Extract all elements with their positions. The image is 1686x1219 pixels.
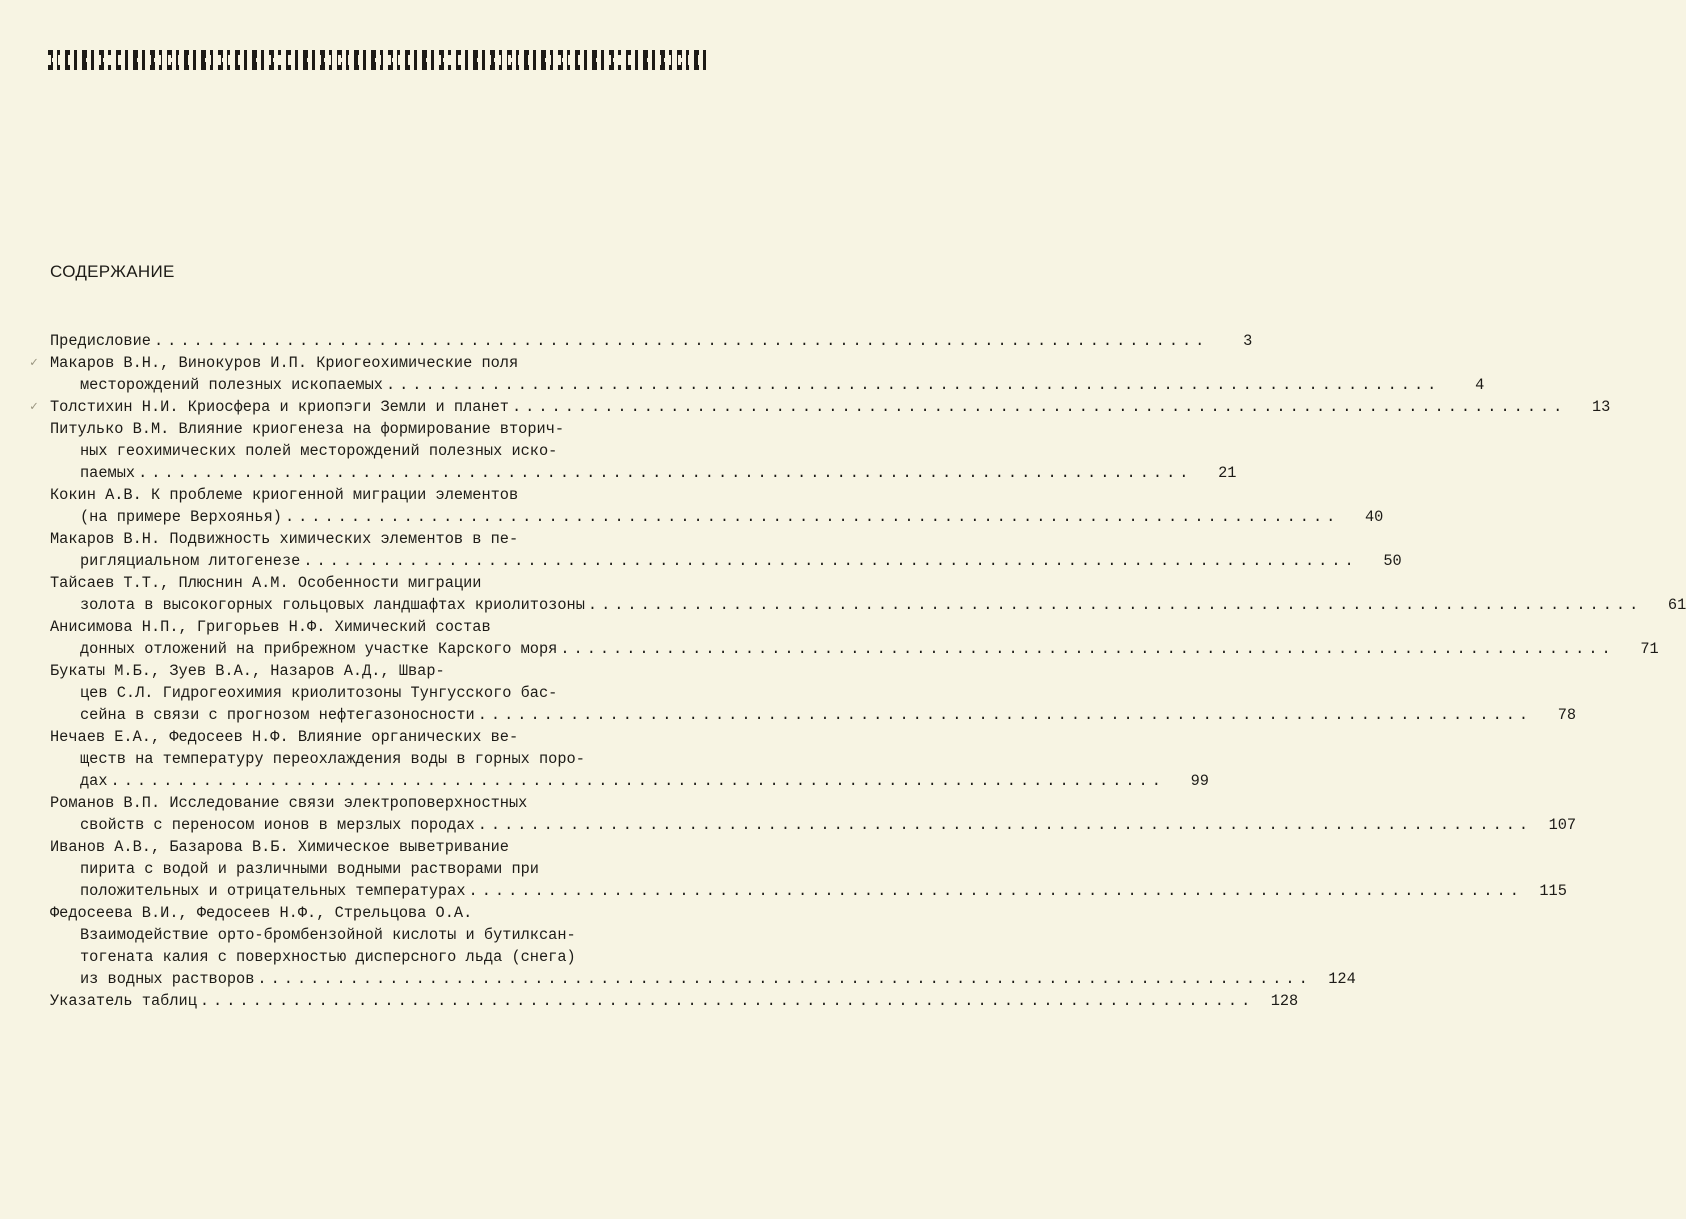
toc-entry [44,616,1659,660]
toc-entry-text: донных отложений на прибрежном участке Карского моря [80,640,558,658]
toc-entry-text: свойств с переносом ионов в мерзлых породах [80,816,475,834]
dot-leader: ................................................................................ [199,992,1255,1010]
toc-entry-line: Питулько В.М. Влияние криогенеза на формирование вторич- [50,420,565,438]
toc-page-number: 115 [1539,882,1567,900]
toc-entry [44,792,1577,836]
toc-entry-last-line [44,880,1567,902]
pencil-checkmark: ✓ [30,355,38,370]
toc-entry-last-line [44,506,1384,528]
toc-entry [44,528,1402,572]
dot-leader: ................................................................................ [138,464,1193,482]
toc-entry-last-line [44,462,1237,484]
toc-entry-line: Романов В.П. Исследование связи электроповерхностных [50,794,528,812]
toc-entry [44,660,1577,726]
toc-entry-text: положительных и отрицательных температурах [80,882,466,900]
toc-entry [44,990,1299,1012]
toc-entry-text: дах [80,772,108,790]
toc-entry-line: ных геохимических полей месторождений полезных иско- [80,442,558,460]
table-of-contents [30,330,1686,1012]
toc-entry-text: из водных растворов [80,970,255,988]
dot-leader: ................................................................................ [284,508,1340,526]
toc-entry-text: паемых [80,464,136,482]
toc-page-number: 4 [1475,376,1485,394]
toc-entry-line: Тайсаев Т.Т., Плюснин А.М. Особенности миграции [50,574,482,592]
toc-entry-line: Макаров В.Н. Подвижность химических элементов в пе- [50,530,519,548]
toc-entry-text: золота в высокогорных гольцовых ландшафтах криолитозоны [80,596,585,614]
toc-entry [30,396,1611,418]
toc-entry-line: Федосеева В.И., Федосеев Н.Ф., Стрельцова О.А. [50,904,473,922]
dot-leader: ................................................................................ [468,882,1523,900]
toc-entry-last-line [44,968,1356,990]
toc-entry-line: пирита с водой и различными водными растворами при [80,860,539,878]
dot-leader: ................................................................................ [153,332,1209,350]
pencil-checkmark: ✓ [30,399,38,414]
toc-entry-last-line [44,704,1577,726]
toc-entry-last-line [44,550,1402,572]
toc-page-number: 107 [1548,816,1577,834]
toc-entry [44,418,1237,484]
toc-page-number: 78 [1557,706,1577,724]
toc-entry-last-line [44,638,1659,660]
dot-leader: ................................................................................ [477,816,1533,834]
toc-entry [30,352,1485,396]
toc-entry-text: сейна в связи с прогнозом нефтегазоносности [80,706,475,724]
toc-entry-line: ществ на температуру переохлаждения воды в горных поро- [80,750,585,768]
toc-entry-last-line [44,330,1253,352]
toc-entry-last-line [44,990,1299,1012]
toc-entry-line: тогената калия с поверхностью дисперсного льда (снега) [80,948,576,966]
toc-entry-text: Указатель таблиц [50,992,197,1010]
dot-leader: ................................................................................ [560,640,1615,658]
dot-leader: ................................................................................ [257,970,1312,988]
toc-page-number: 128 [1270,992,1299,1010]
toc-entry-line: Кокин А.В. К проблеме криогенной миграции элементов [50,486,519,504]
toc-entry [44,484,1384,528]
toc-entry-last-line [44,594,1686,616]
dot-leader: ................................................................................ [385,376,1441,394]
toc-entry-last-line [44,814,1577,836]
toc-entry [44,726,1209,792]
toc-page-number: 99 [1190,772,1209,790]
toc-entry-line: Букаты М.Б., Зуев В.А., Назаров А.Д., Швар- [50,662,445,680]
dot-leader: ................................................................................ [511,398,1567,416]
decorative-ornament-border [48,50,708,70]
toc-entry [44,836,1567,902]
toc-entry-text: Толстихин Н.И. Криосфера и криопэги Земли и планет [50,398,509,416]
toc-entry-text: Предисловие [50,332,151,350]
dot-leader: ................................................................................ [477,706,1533,724]
toc-entry-line: Анисимова Н.П., Григорьев Н.Ф. Химический состав [50,618,491,636]
toc-entry-last-line [44,396,1611,418]
toc-entry-line: цев С.Л. Гидрогеохимия криолитозоны Тунгусского бас- [80,684,558,702]
toc-entry-line: Нечаев Е.А., Федосеев Н.Ф. Влияние органических ве- [50,728,519,746]
toc-page-number: 71 [1640,640,1659,658]
toc-entry-text: месторождений полезных ископаемых [80,376,383,394]
toc-entry-last-line [44,374,1485,396]
toc-entry-text: (на примере Верхоянья) [80,508,282,526]
dot-leader: ................................................................................ [303,552,1358,570]
toc-page-number: 61 [1667,596,1686,614]
toc-page-number: 13 [1592,398,1611,416]
toc-entry-line: Иванов А.В., Базарова В.Б. Химическое выветривание [50,838,509,856]
toc-entry [44,330,1253,352]
toc-entry-line: Взаимодействие орто-бромбензойной кислоты и бутилксан- [80,926,576,944]
toc-entry-last-line [44,770,1209,792]
toc-entry-line: Макаров В.Н., Винокуров И.П. Криогеохимические поля [50,354,519,372]
toc-page-number: 50 [1383,552,1402,570]
toc-page-number: 3 [1243,332,1253,350]
toc-page-number: 21 [1218,464,1237,482]
toc-page-number: 40 [1364,508,1384,526]
page-title: СОДЕРЖАНИЕ [50,262,175,281]
toc-entry [44,902,1356,990]
dot-leader: ................................................................................ [587,596,1643,614]
toc-page-number: 124 [1328,970,1356,988]
dot-leader: ................................................................................ [110,772,1165,790]
toc-entry [44,572,1686,616]
toc-entry-text: ригляциальном литогенезе [80,552,301,570]
